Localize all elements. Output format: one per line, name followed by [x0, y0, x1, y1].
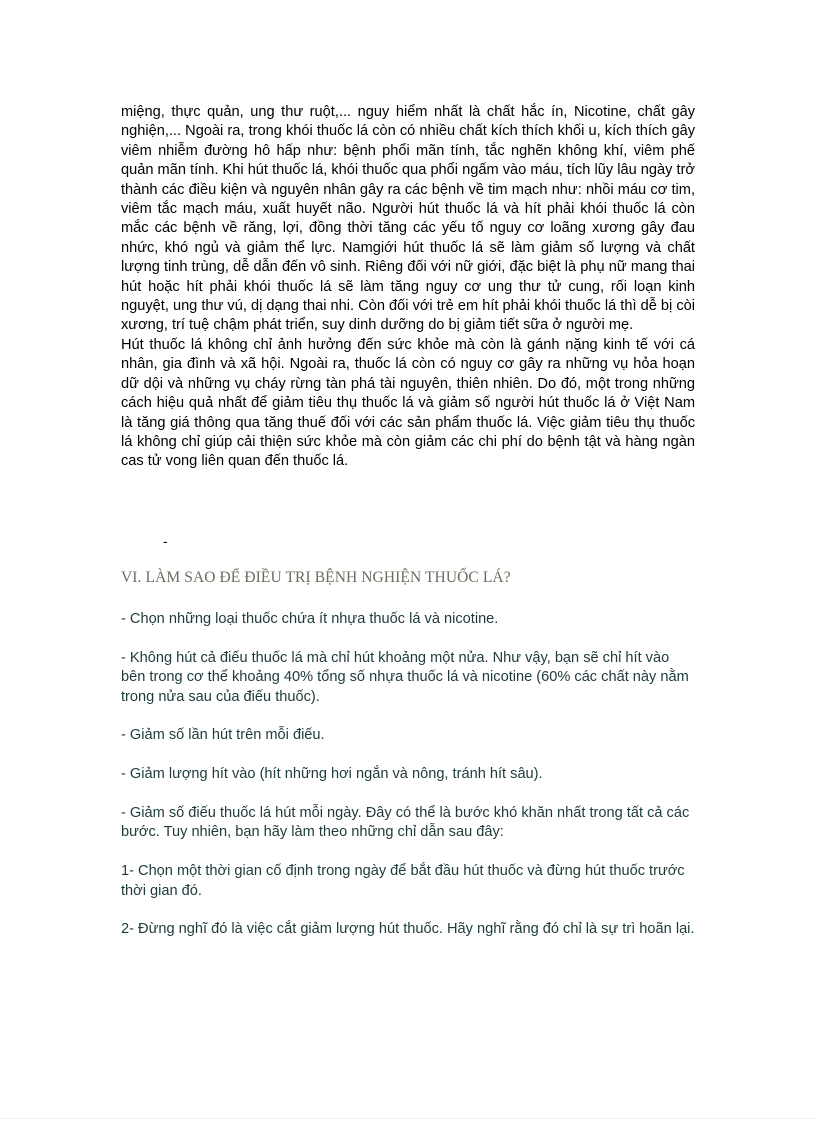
section-heading: VI. LÀM SAO ĐỂ ĐIỀU TRỊ BỆNH NGHIỆN THUỐC LÁ? [121, 569, 511, 586]
list-item: - Không hút cả điếu thuốc lá mà chỉ hút khoảng một nửa. Như vậy, bạn sẽ chỉ hít vào bên trong cơ thể khoảng 40% tổng số nhựa thuốc lá và nicotine (60% các chất này nằm trong nửa sau của điếu thuốc). [121, 649, 689, 705]
stray-dash: - [163, 533, 168, 549]
list-item: - Chọn những loại thuốc chứa ít nhựa thuốc lá và nicotine. [121, 611, 499, 627]
list-item: - Giảm lượng hít vào (hít những hơi ngắn và nông, tránh hít sâu). [121, 766, 543, 783]
treatment-list [121, 610, 695, 959]
page-bottom-divider [0, 1118, 816, 1119]
list-item: 1- Chọn một thời gian cố định trong ngày để bắt đầu hút thuốc và đừng hút thuốc trước thời gian đó. [121, 863, 685, 899]
list-item: - Giảm số điếu thuốc lá hút mỗi ngày. Đây có thể là bước khó khăn nhất trong tất cả các bước. Tuy nhiên, bạn hãy làm theo những chỉ dẫn sau đây: [121, 805, 690, 841]
paragraph-economic-burden: Hút thuốc lá không chỉ ảnh hưởng đến sức khỏe mà còn là gánh nặng kinh tế với cá nhân, gia đình và xã hội. Ngoài ra, thuốc lá còn có nguy cơ gây ra những vụ hỏa hoạn dữ dội và những vụ cháy rừng tàn phá tài nguyên, thiên nhiên. Do đó, một trong những cách hiệu quả nhất để giảm tiêu thụ thuốc lá và giảm số người hút thuốc lá ở Việt Nam là tăng giá thông qua tăng thuế đối với các sản phẩm thuốc lá. Việc giảm tiêu thụ thuốc lá không chỉ giúp cải thiện sức khỏe mà còn giảm các chi phí do bệnh tật và hàng ngàn cas tử vong liên quan đến thuốc lá. [121, 336, 695, 470]
body-text [121, 103, 695, 472]
list-item: - Giảm số lần hút trên mỗi điếu. [121, 727, 325, 744]
list-item: 2- Đừng nghĩ đó là việc cắt giảm lượng hút thuốc. Hãy nghĩ rằng đó chỉ là sự trì hoãn lại. [121, 921, 695, 938]
paragraph-health-effects: miệng, thực quản, ung thư ruột,... nguy hiểm nhất là chất hắc ín, Nicotine, chất gây nghiện,... Ngoài ra, trong khói thuốc lá còn có nhiều chất kích thích khối u, kích thích gây viêm nhiễm đường hô hấp như: bệnh phổi mãn tính, tắc nghẽn không khí, viêm phế quản mãn tính. Khi hút thuốc lá, khói thuốc qua phổi ngấm vào máu, tích lũy lâu ngày trở thành các điều kiện và nguyên nhân gây ra các bệnh về tim mạch như: nhồi máu cơ tim, viêm tắc mạch máu, xuất huyết não. Người hút thuốc lá và hít phải khói thuốc lá còn mắc các bệnh về răng, lợi, đồng thời tăng các yếu tố nguy cơ loãng xương gây đau nhức, khó ngủ và giảm thể lực. Namgiới hút thuốc lá sẽ làm giảm số lượng và chất lượng tinh trùng, dễ dẫn đến vô sinh. Riêng đối với nữ giới, đặc biệt là phụ nữ mang thai hút hoặc hít phải khói thuốc lá sẽ làm tăng nguy cơ ung thư tử cung, rối loạn kinh nguyệt, ung thư vú, dị dạng thai nhi. Còn đối với trẻ em hít phải khói thuốc lá thì dễ bị còi xương, trí tuệ chậm phát triển, suy dinh dưỡng do bị giảm tiết sữa ở người mẹ. [121, 104, 695, 334]
